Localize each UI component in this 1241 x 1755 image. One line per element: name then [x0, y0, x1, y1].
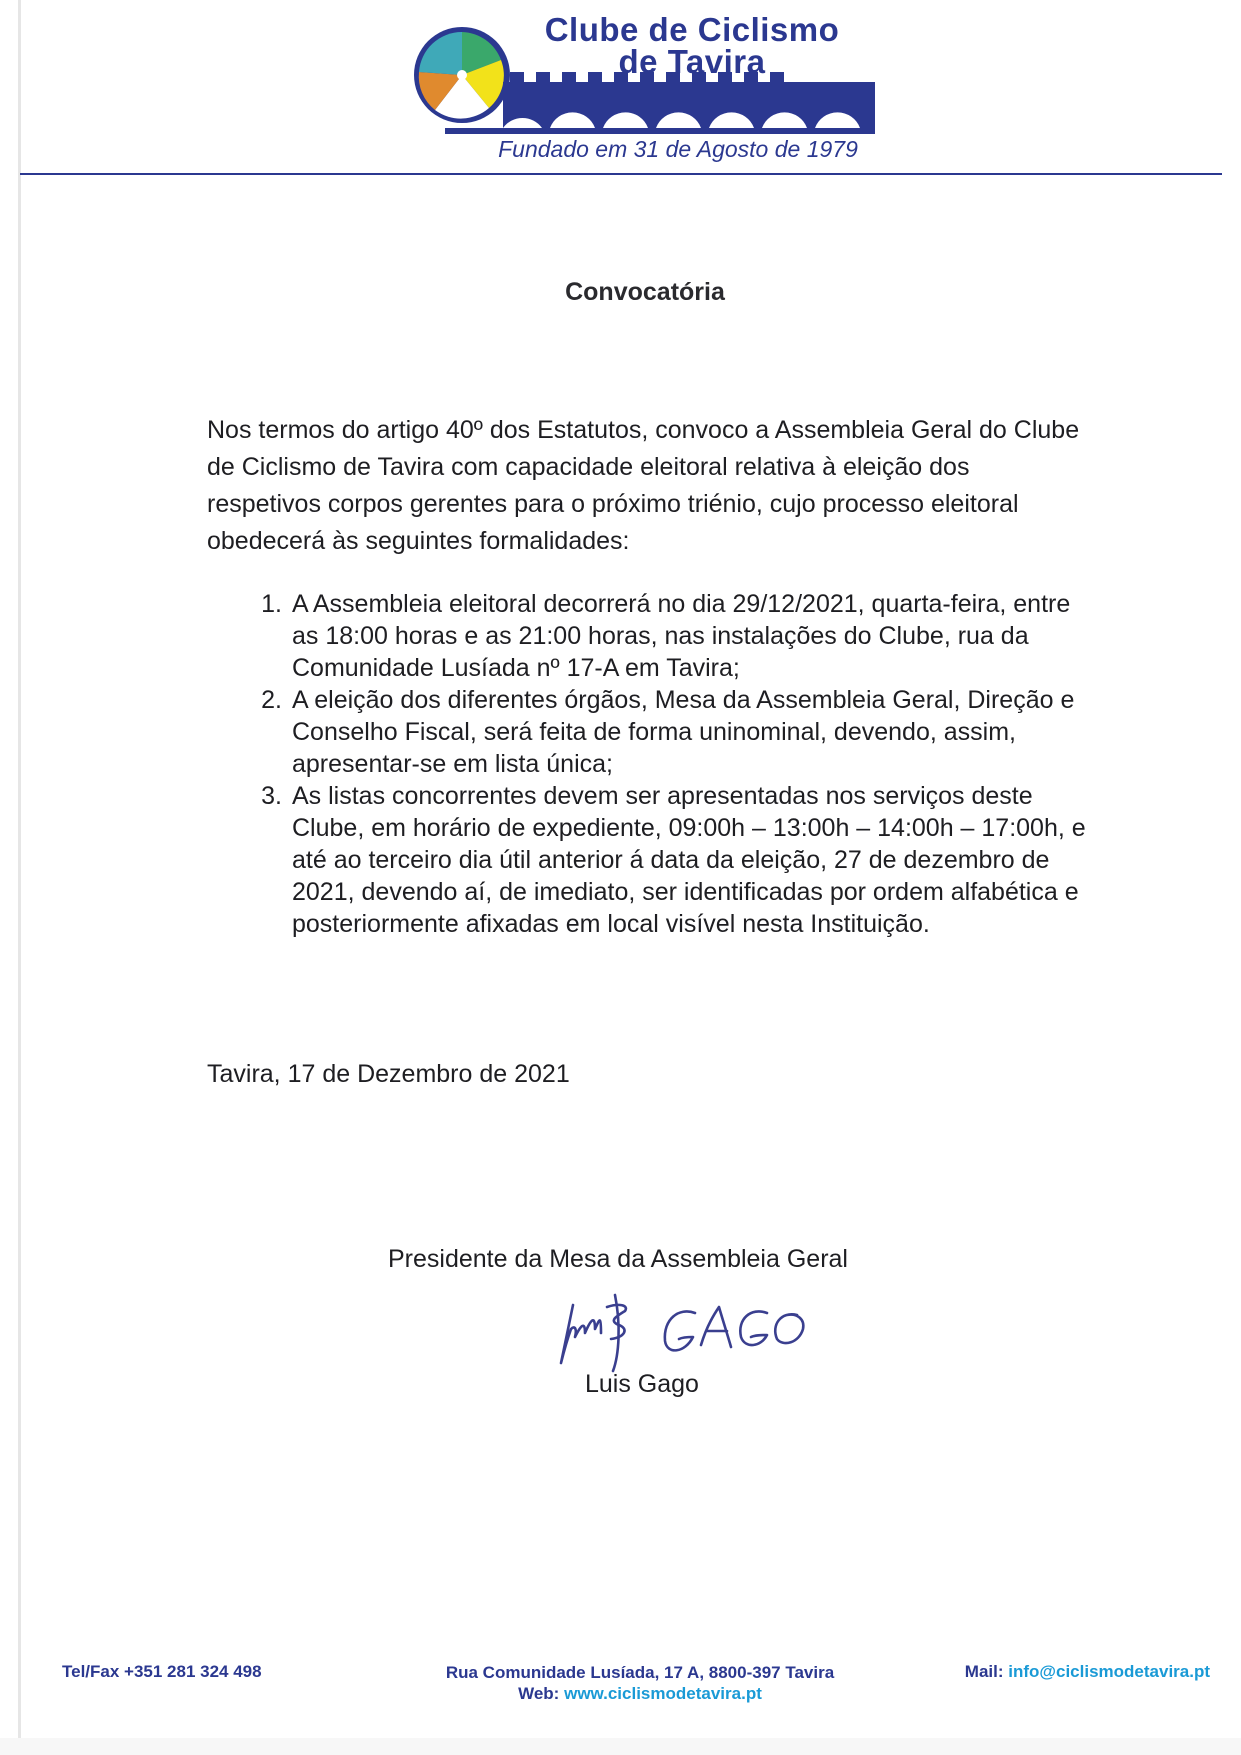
- website-link[interactable]: www.ciclismodetavira.pt: [564, 1684, 762, 1703]
- footer-address: Rua Comunidade Lusíada, 17 A, 8800-397 Tavira: [445, 1663, 835, 1682]
- date-line: Tavira, 17 de Dezembro de 2021: [207, 1060, 570, 1088]
- header-divider: [20, 173, 1222, 175]
- signer-role: Presidente da Mesa da Assembleia Geral: [388, 1245, 848, 1273]
- list-item-text: A eleição dos diferentes órgãos, Mesa da Assembleia Geral, Direção e Conselho Fiscal, será feita de forma uninominal, devendo, assim, apresentar-se em lista única;: [292, 686, 1075, 778]
- org-name-line1: Clube de Ciclismo: [544, 11, 840, 48]
- scan-bottom-edge: [0, 1738, 1241, 1755]
- list-item-text: As listas concorrentes devem ser apresentadas nos serviços deste Clube, em horário de expediente, 09:00h – 13:00h – 14:00h – 17:00h, e até ao terceiro dia útil anterior á data da eleição, 27 de dezembro de 2021, devendo aí, de imediato, ser identificadas por ordem alfabética e posteriormente afixadas em local visível nesta Instituição.: [292, 782, 1086, 938]
- formalities-list: [207, 588, 1087, 940]
- footer-address-block: [400, 1662, 880, 1704]
- list-item-number: 3.: [261, 782, 282, 810]
- list-item: [207, 684, 1087, 780]
- footer-web: [400, 1683, 880, 1704]
- list-item-number: 2.: [261, 686, 282, 714]
- intro-paragraph: Nos termos do artigo 40º dos Estatutos, convoco a Assembleia Geral do Clube de Ciclismo de Tavira com capacidade eleitoral relativa à eleição dos respetivos corpos gerentes para o próximo triénio, cujo processo eleitoral obedecerá às seguintes formalidades:: [207, 416, 1080, 555]
- list-item-text: A Assembleia eleitoral decorrerá no dia 29/12/2021, quarta-feira, entre as 18:00 horas e as 21:00 horas, nas instalações do Clube, rua da Comunidade Lusíada nº 17-A em Tavira;: [292, 590, 1071, 682]
- org-name: [512, 11, 872, 80]
- footer-mail-label: Mail:: [964, 1662, 1004, 1681]
- email-link[interactable]: info@ciclismodetavira.pt: [1008, 1662, 1210, 1681]
- signer-name: Luis Gago: [585, 1370, 699, 1398]
- org-name-line2: de Tavira: [618, 43, 766, 80]
- founded-line: Fundado em 31 de Agosto de 1979: [498, 136, 858, 162]
- scan-edge: [18, 0, 21, 1755]
- document-title: Convocatória: [565, 278, 725, 306]
- list-item: [207, 780, 1087, 940]
- handwritten-signature: [555, 1285, 855, 1377]
- footer-phone: Tel/Fax +351 281 324 498: [62, 1662, 262, 1681]
- footer-web-label: Web:: [518, 1684, 560, 1703]
- list-item-number: 1.: [261, 590, 282, 618]
- list-item: [207, 588, 1087, 684]
- footer-mail: [900, 1662, 1210, 1682]
